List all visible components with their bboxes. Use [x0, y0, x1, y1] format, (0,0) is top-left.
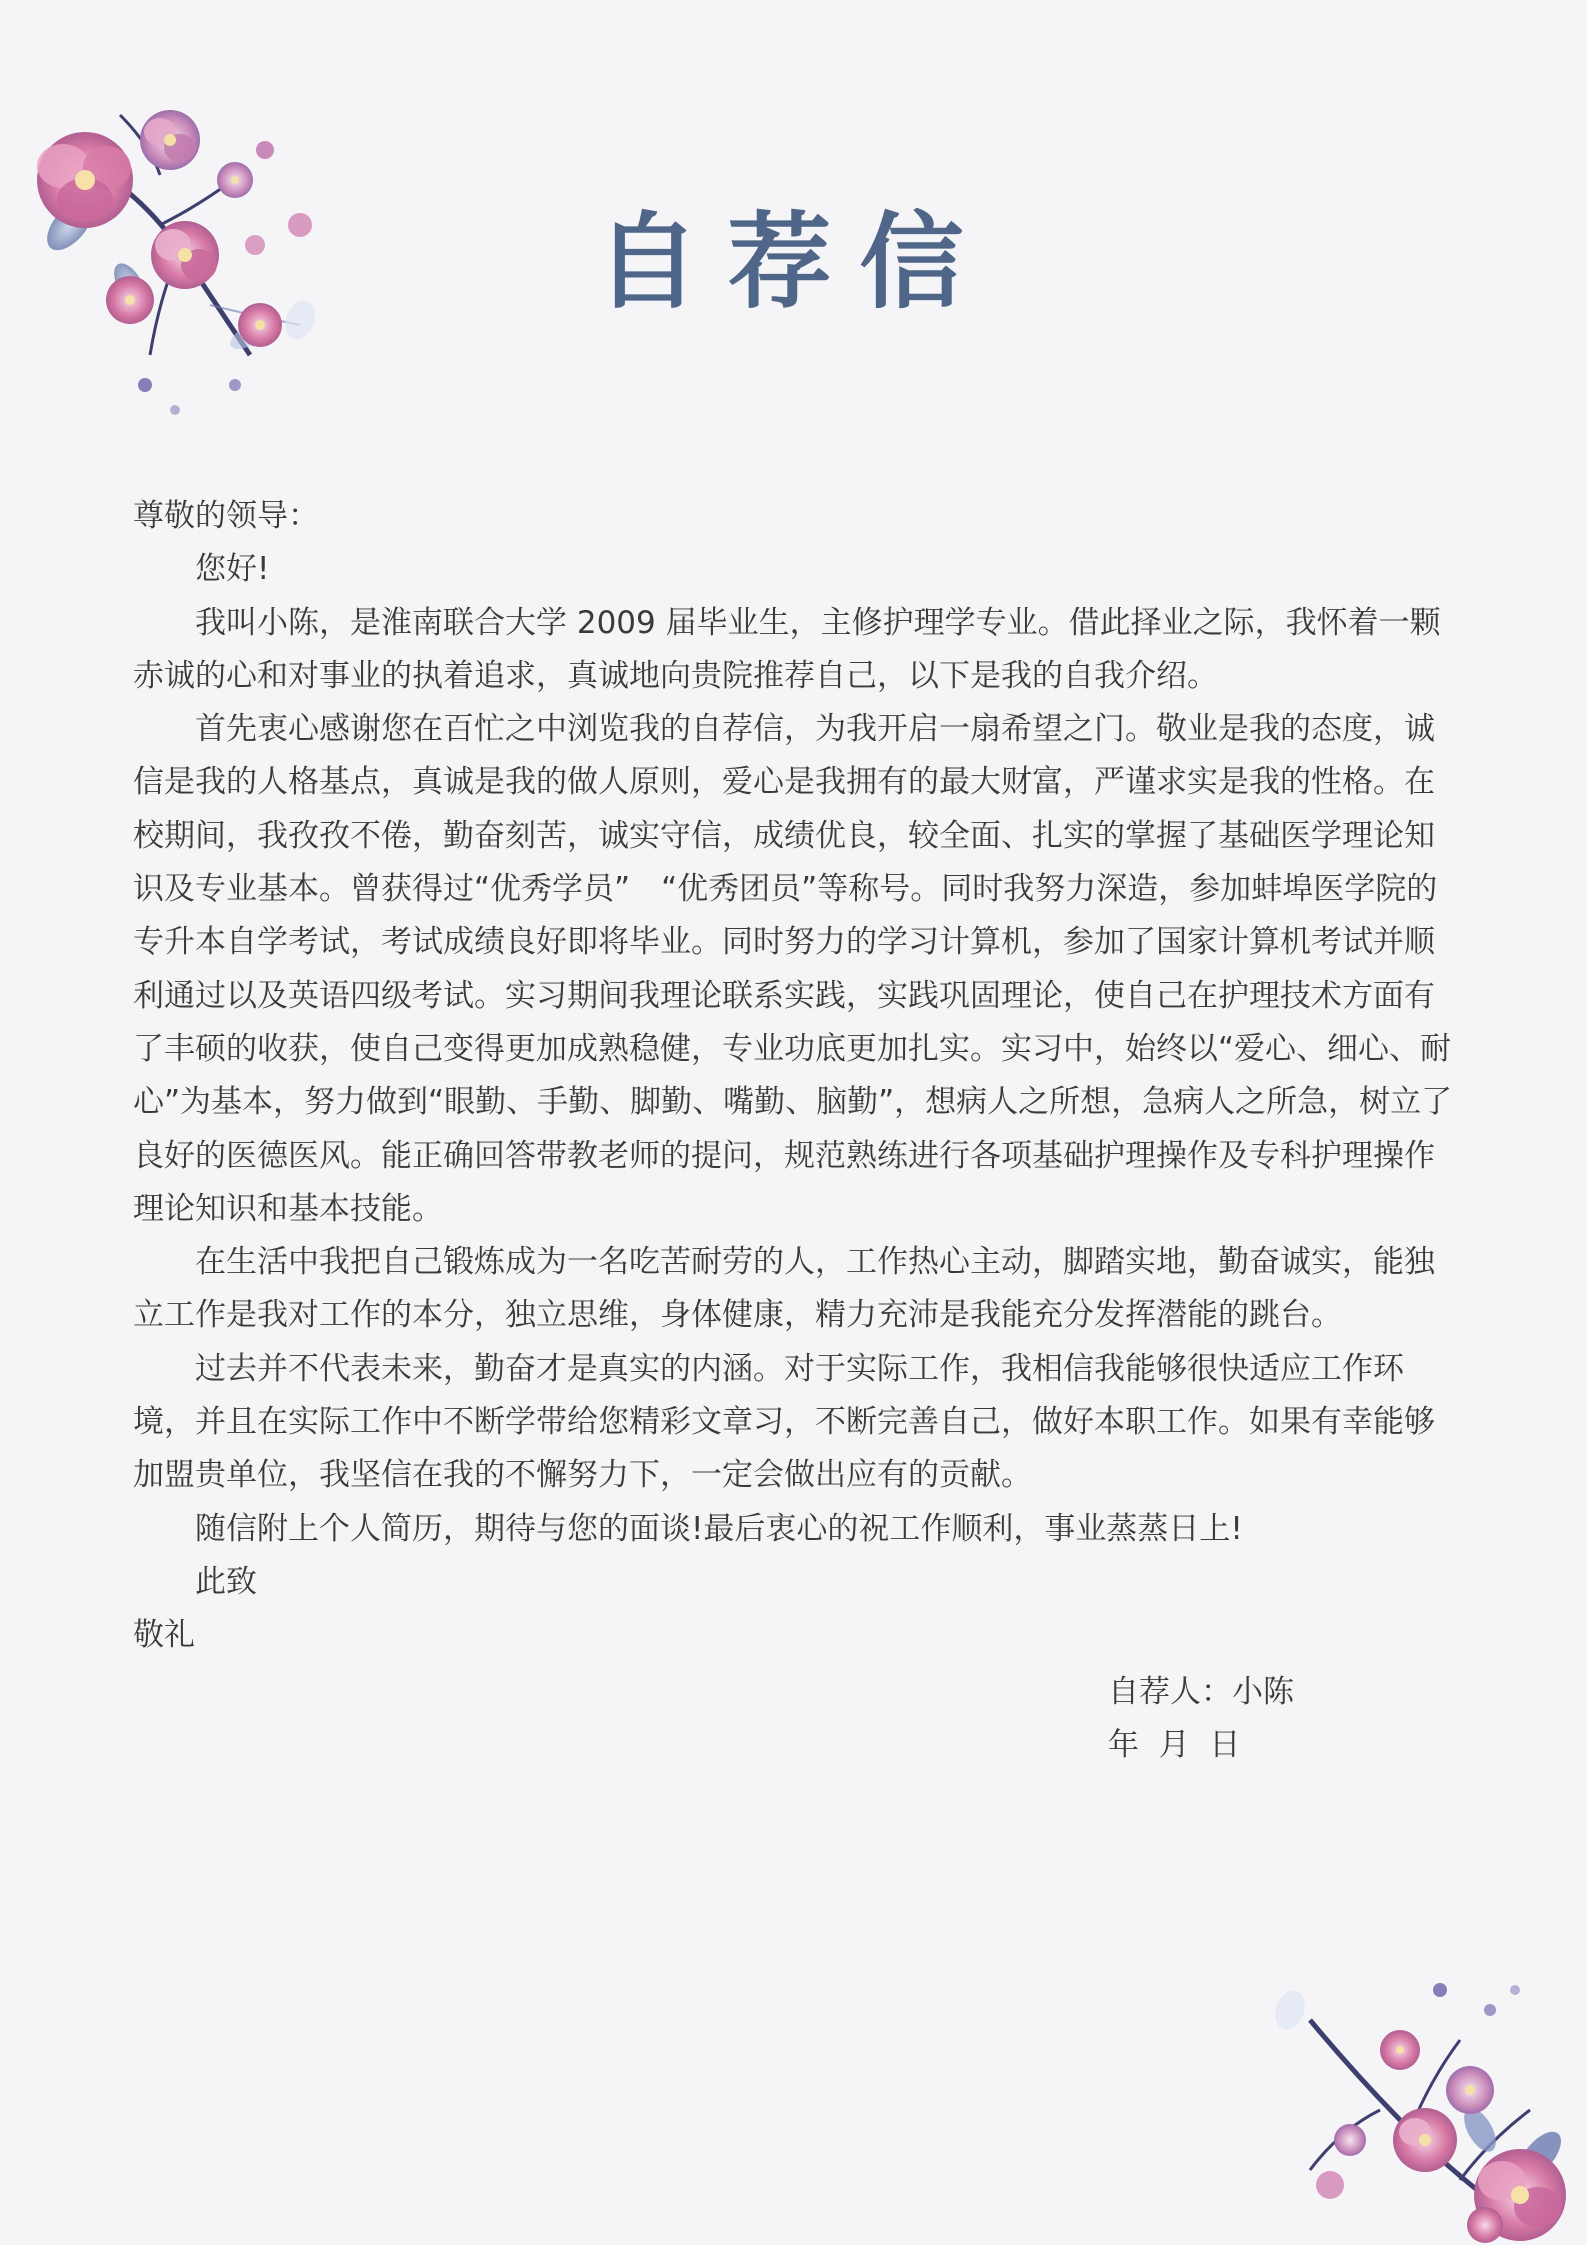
floral-decoration-bottom-icon: [1230, 1940, 1587, 2245]
signature-date: 年 月 日: [1108, 1727, 1241, 1764]
paragraph-qualifications: 首先衷心感谢您在百忙之中浏览我的自荐信，为我开启一扇希望之门。敬业是我的态度，诚信是我的人格基点，真诚是我的做人原则，爱心是我拥有的最大财富，严谨求实是我的性格。在校期间，我孜孜不倦，勤奋刻苦，诚实守信，成绩优良，较全面、扎实的掌握了基础医学理论知识及专业基本。曾获得过“优秀学员” “优秀团员”等称号。同时我努力深造，参加蚌埠医学院的专升本自学考试，考试成绩良好即将毕业。同时努力的学习计算机，参加了国家计算机考试并顺利通过以及英语四级考试。实习期间我理论联系实践，实践巩固理论，使自己在护理技术方面有了丰硕的收获，使自己变得更加成熟稳健，专业功底更加扎实。实习中，始终以“爱心、细心、耐心”为基本，努力做到“眼勤、手勤、脚勤、嘴勤、脑勤”，想病人之所想，急病人之所急，树立了良好的医德医风。能正确回答带教老师的提问，规范熟练进行各项基础护理操作及专科护理操作理论知识和基本技能。: [133, 711, 1453, 1227]
letter-title: 自荐信: [595, 200, 992, 323]
paragraph-commitment: 过去并不代表未来，勤奋才是真实的内涵。对于实际工作，我相信我能够很快适应工作环境，并且在实际工作中不断学带给您精彩文章习，不断完善自己，做好本职工作。如果有幸能够加盟贵单位，我坚信在我的不懈努力下，一定会做出应有的贡献。: [133, 1350, 1435, 1494]
signature-recommender: 自荐人：小陈: [1108, 1674, 1294, 1710]
paragraph-introduction: 我叫小陈，是淮南联合大学 2009 届毕业生，主修护理学专业。借此择业之际，我怀着一颗赤诚的心和对事业的执着追求，真诚地向贵院推荐自己，以下是我的自我介绍。: [133, 604, 1441, 694]
letter-body: [133, 490, 1455, 1663]
paragraph-attachment: 随信附上个人简历，期待与您的面谈!最后衷心的祝工作顺利，事业蒸蒸日上!: [195, 1510, 1243, 1547]
paragraph-character: 在生活中我把自己锻炼成为一名吃苦耐劳的人，工作热心主动，脚踏实地，勤奋诚实，能独立工作是我对工作的本分，独立思维，身体健康，精力充沛是我能充分发挥潜能的跳台。: [133, 1244, 1435, 1334]
greeting: 尊敬的领导：: [133, 498, 319, 534]
closing-line: 此致: [195, 1563, 257, 1600]
hello-line: 您好!: [195, 551, 270, 588]
salute-line: 敬礼: [133, 1617, 195, 1654]
signature-block: [1108, 1666, 1294, 1773]
